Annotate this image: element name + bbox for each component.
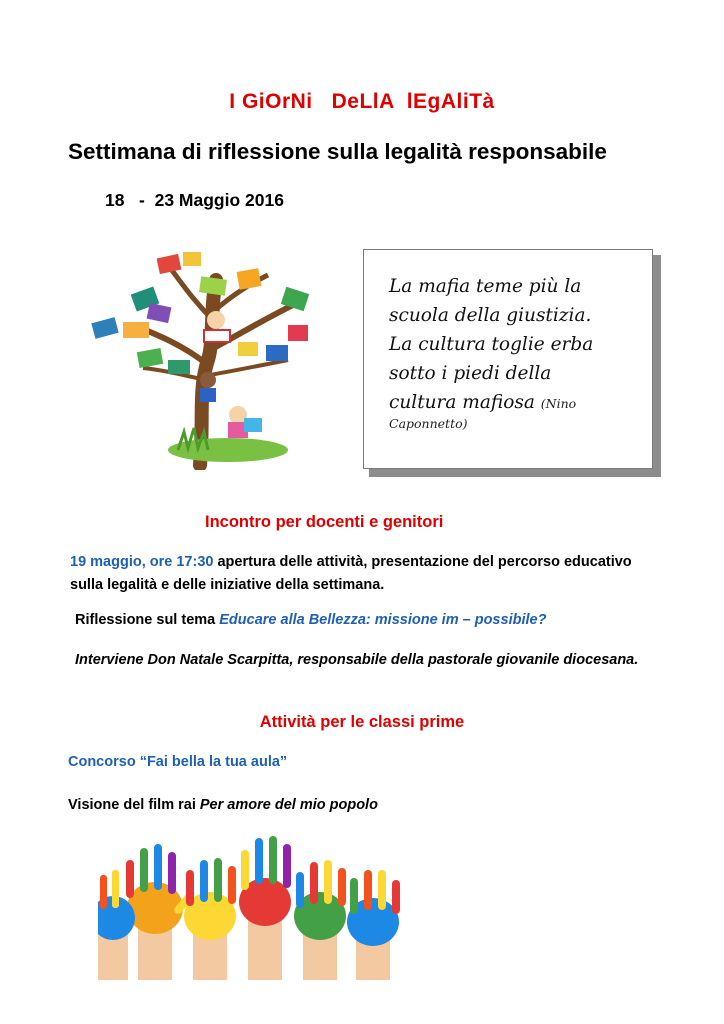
reflection-theme: Educare alla Bellezza: missione im – possibile? (219, 612, 547, 628)
book-tree-illustration (88, 250, 328, 470)
reflection-paragraph (75, 612, 546, 628)
hand-5 (294, 860, 346, 980)
event-datetime: 19 maggio, ore 17:30 (70, 554, 214, 570)
quote-author: (Nino (540, 396, 577, 411)
hand-6 (347, 870, 400, 980)
quote-author-surname: Caponnetto) (389, 416, 468, 431)
contest-line: Concorso “Fai bella la tua aula” (68, 754, 288, 770)
page-subtitle: Settimana di riflessione sulla legalità responsabile (68, 139, 607, 164)
quote-box (363, 249, 653, 469)
quote-line-last (389, 388, 634, 418)
opening-text: apertura delle attività, presentazione del percorso educativo sulla legalità e delle iniziative della settimana. (70, 554, 632, 593)
film-line (68, 797, 378, 813)
film-label: Visione del film rai (68, 797, 200, 813)
hand-4 (239, 836, 291, 980)
opening-paragraph (70, 551, 660, 597)
quote-line: cultura mafiosa (389, 392, 535, 413)
painted-hands-illustration (98, 830, 418, 980)
event-dates: 18 - 23 Maggio 2016 (105, 190, 284, 210)
film-title: Per amore del mio popolo (199, 797, 378, 813)
section-heading-activities: Attività per le classi prime (259, 713, 465, 731)
quote-text (389, 272, 634, 418)
speaker-paragraph: Interviene Don Natale Scarpitta, responsabile della pastorale giovanile diocesana. (75, 652, 639, 668)
page-title: I GiOrNi DeLlA lEgAliTà (229, 90, 495, 113)
section-heading-meeting: Incontro per docenti e genitori (205, 513, 444, 531)
hand-3 (184, 858, 236, 980)
quote-line: sotto i piedi della (389, 363, 552, 384)
quote-line: La cultura toglie erba (389, 334, 594, 355)
quote-line: scuola della giustizia. (389, 305, 592, 326)
reflection-label: Riflessione sul tema (75, 612, 220, 628)
quote-line: La mafia teme più la (389, 276, 582, 297)
